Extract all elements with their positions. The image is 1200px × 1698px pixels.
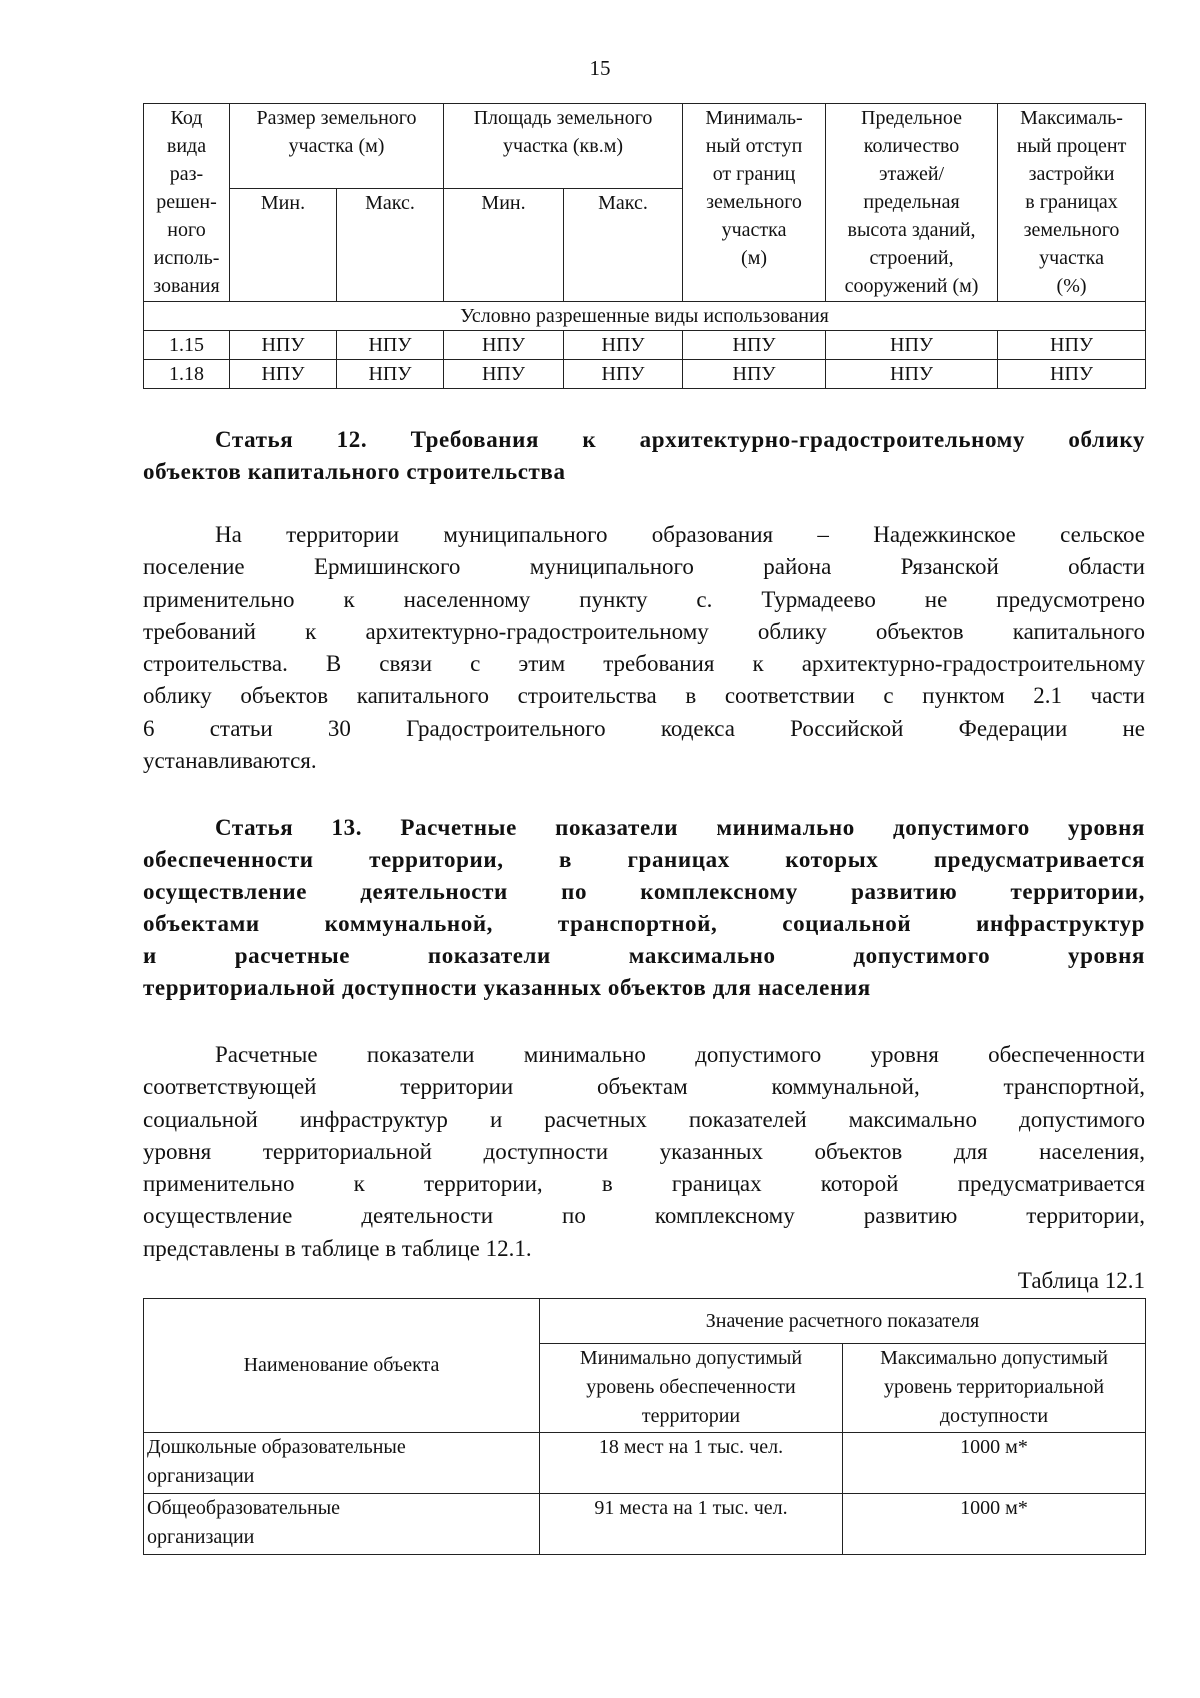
header-plot-area-min: Мин.: [444, 189, 564, 302]
cell-value: НПУ: [337, 360, 444, 389]
table-row: [144, 1494, 1146, 1555]
header-floors: Предельное количество этажей/ предельная высота зданий, строений, сооружений (м): [826, 104, 998, 302]
table-row: [144, 331, 1146, 360]
cell-value: НПУ: [444, 360, 564, 389]
article-12-heading: Статья 12. Требования к архитектурно-градостроительному облику объектов капитального строительства: [143, 427, 1145, 484]
cell-value: НПУ: [337, 331, 444, 360]
cell-max-access: 1000 м*: [843, 1433, 1146, 1494]
section-conditional-uses: Условно разрешенные виды использования: [144, 302, 1146, 331]
cell-value: НПУ: [444, 331, 564, 360]
cell-value: НПУ: [683, 360, 826, 389]
cell-code: 1.15: [144, 331, 230, 360]
header-plot-size: Размер земельного участка (м): [230, 104, 444, 189]
cell-max-access: 1000 м*: [843, 1494, 1146, 1555]
cell-value: НПУ: [826, 331, 998, 360]
cell-value: НПУ: [683, 331, 826, 360]
cell-value: НПУ: [998, 331, 1146, 360]
header-plot-area-max: Макс.: [564, 189, 683, 302]
table-row: [144, 1433, 1146, 1494]
table-caption: Таблица 12.1: [1017, 1268, 1145, 1293]
cell-code: 1.18: [144, 360, 230, 389]
cell-value: НПУ: [230, 360, 337, 389]
header-min-level: Минимально допустимый уровень обеспеченности территории: [540, 1344, 843, 1433]
header-setback: Минималь- ный отступ от границ земельного участка (м): [683, 104, 826, 302]
cell-value: НПУ: [826, 360, 998, 389]
cell-value: НПУ: [998, 360, 1146, 389]
cell-object-name: Дошкольные образовательные организации: [144, 1433, 540, 1494]
header-plot-size-min: Мин.: [230, 189, 337, 302]
header-object-name: Наименование объекта: [144, 1299, 540, 1433]
cell-min-level: 18 мест на 1 тыс. чел.: [540, 1433, 843, 1494]
land-use-parameters-table: [143, 103, 1146, 389]
header-coverage: Максималь- ный процент застройки в границах земельного участка (%): [998, 104, 1146, 302]
header-value-group: Значение расчетного показателя: [540, 1299, 1146, 1344]
article-12-paragraph: На территории муниципального образования – Надежкинское сельское поселение Ермишинского муниципального района Рязанской области применительно к населенному пункту с. Турмадеево не предусмотрено требований к архитектурно-градостроительному облику объектов капитального строительства. В связи с этим требования к архитектурно-градостроительному облику объектов капитального строительства в соответствии с пунктом 2.1 части 6 статьи 30 Градостроительного кодекса Российской Федерации не устанавливаются.: [143, 522, 1145, 774]
cell-value: НПУ: [564, 331, 683, 360]
article-13-heading: Статья 13. Расчетные показатели минимально допустимого уровня обеспеченности территории, в границах которых предусматривается осуществление деятельности по комплексному развитию территории, объектами коммунальной, транспортной, социальной инфраструктур и расчетные показатели максимально допустимого уровня территориальной доступности указанных объектов для населения: [143, 815, 1145, 1000]
header-max-access: Максимально допустимый уровень территориальной доступности: [843, 1344, 1146, 1433]
cell-min-level: 91 места на 1 тыс. чел.: [540, 1494, 843, 1555]
cell-value: НПУ: [564, 360, 683, 389]
cell-value: НПУ: [230, 331, 337, 360]
header-code: Код вида раз- решен- ного исполь- зования: [144, 104, 230, 302]
header-plot-area: Площадь земельного участка (кв.м): [444, 104, 683, 189]
table-row: [144, 360, 1146, 389]
page-number: 15: [589, 56, 611, 80]
article-13-paragraph: Расчетные показатели минимально допустимого уровня обеспеченности соответствующей территории объектам коммунальной, транспортной, социальной инфраструктур и расчетных показателей максимально допустимого уровня территориальной доступности указанных объектов для населения, применительно к территории, в границах которой предусматривается осуществление деятельности по комплексному развитию территории, представлены в таблице в таблице 12.1.: [143, 1042, 1145, 1261]
cell-object-name: Общеобразовательные организации: [144, 1494, 540, 1555]
header-plot-size-max: Макс.: [337, 189, 444, 302]
calculated-indicators-table: [143, 1298, 1146, 1555]
